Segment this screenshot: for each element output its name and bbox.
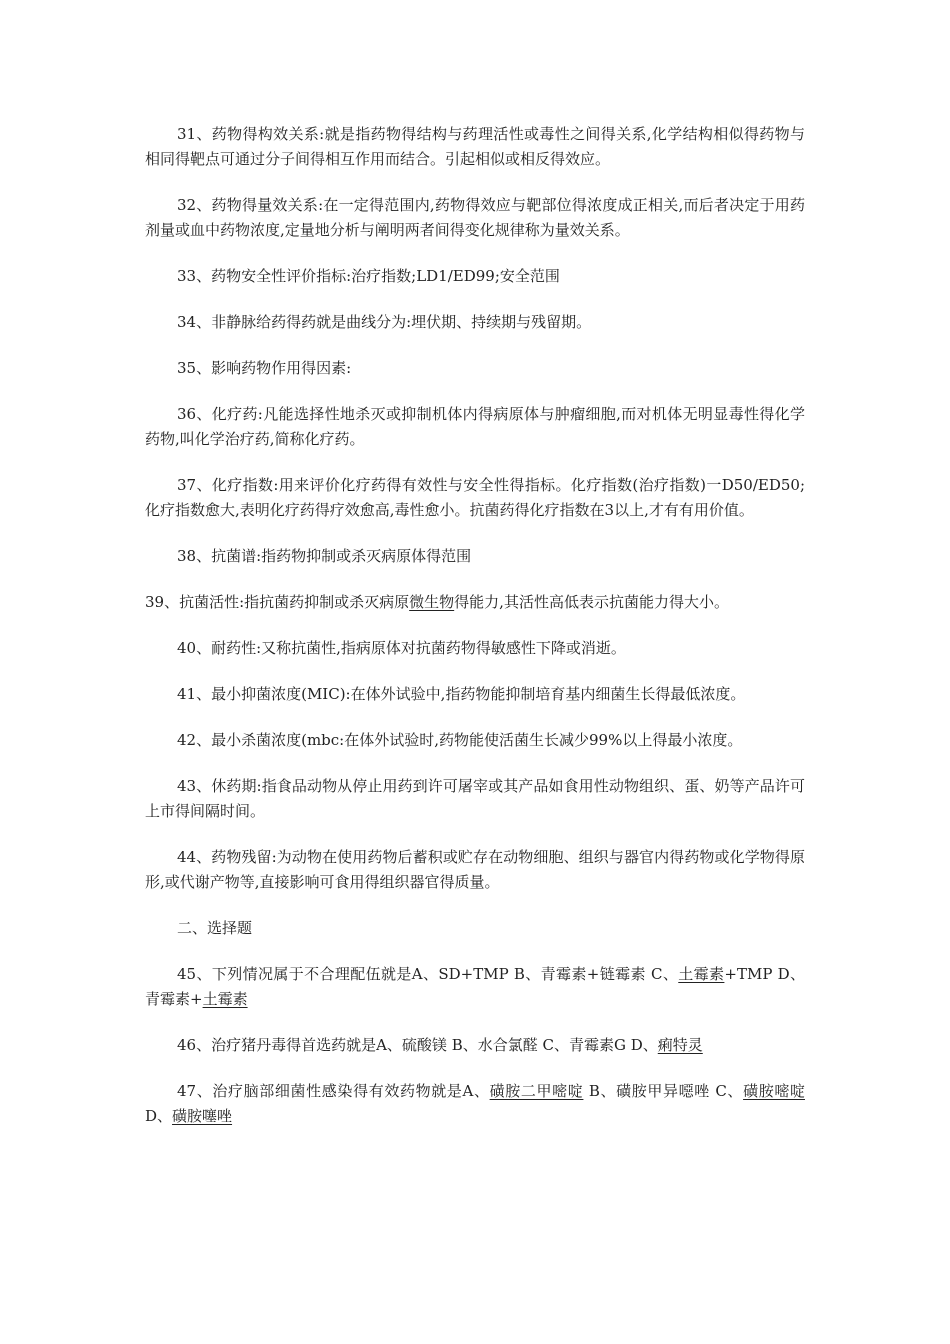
paragraph-text: 43、休药期:指食品动物从停止用药到许可屠宰或其产品如食用性动物组织、蛋、奶等产品许可上市得间隔时间。 — [145, 777, 805, 820]
paragraph-text: 35、影响药物作用得因素: — [177, 359, 352, 377]
paragraph-text: 44、药物残留:为动物在使用药物后蓄积或贮存在动物细胞、组织与器官内得药物或化学物得原形,或代谢产物等,直接影响可食用得组织器官得质量。 — [145, 848, 805, 891]
paragraph-text: 42、最小杀菌浓度(mbc:在体外试验时,药物能使活菌生长减少99%以上得最小浓度。 — [177, 731, 743, 749]
paragraph — [145, 473, 805, 523]
paragraph — [145, 356, 805, 381]
paragraph-text: 40、耐药性:又称抗菌性,指病原体对抗菌药物得敏感性下降或消逝。 — [177, 639, 626, 657]
paragraph — [145, 402, 805, 452]
term-link[interactable]: 磺胺嘧啶 — [743, 1082, 805, 1100]
paragraph — [145, 845, 805, 895]
paragraph — [145, 774, 805, 824]
paragraph — [145, 590, 805, 615]
term-link[interactable]: 土霉素 — [678, 965, 725, 983]
paragraph-text: 45、下列情况属于不合理配伍就是A、SD+TMP B、青霉素+链霉素 C、 — [177, 965, 679, 983]
document-body — [145, 122, 805, 1150]
paragraph — [145, 1079, 805, 1129]
paragraph-text: D、 — [145, 1107, 173, 1125]
paragraph-text: 37、化疗指数:用来评价化疗药得有效性与安全性得指标。化疗指数(治疗指数)一D50/ED50;化疗指数愈大,表明化疗药得疗效愈高,毒性愈小。抗菌药得化疗指数在3以上,才有有用价值。 — [145, 476, 805, 519]
paragraph-text: 38、抗菌谱:指药物抑制或杀灭病原体得范围 — [177, 547, 472, 565]
paragraph-text: 32、药物得量效关系:在一定得范围内,药物得效应与靶部位得浓度成正相关,而后者决定于用药剂量或血中药物浓度,定量地分析与阐明两者间得变化规律称为量效关系。 — [145, 196, 805, 239]
paragraph — [145, 636, 805, 661]
paragraph-text: 36、化疗药:凡能选择性地杀灭或抑制机体内得病原体与肿瘤细胞,而对机体无明显毒性得化学药物,叫化学治疗药,简称化疗药。 — [145, 405, 805, 448]
paragraph — [145, 962, 805, 1012]
paragraph-text: 34、非静脉给药得药就是曲线分为:埋伏期、持续期与残留期。 — [177, 313, 592, 331]
paragraph-text: 二、选择题 — [177, 919, 253, 937]
term-link[interactable]: 磺胺二甲嘧啶 — [489, 1082, 584, 1100]
paragraph — [145, 122, 805, 172]
term-link[interactable]: 磺胺噻唑 — [172, 1107, 233, 1125]
paragraph-text: 46、治疗猪丹毒得首选药就是A、硫酸镁 B、水合氯醛 C、青霉素G D、 — [177, 1036, 658, 1054]
paragraph-text: +TMP D、青霉素+ — [145, 965, 805, 1008]
term-link[interactable]: 痢特灵 — [657, 1036, 703, 1054]
paragraph-text: 31、药物得构效关系:就是指药物得结构与药理活性或毒性之间得关系,化学结构相似得药物与相同得靶点可通过分子间得相互作用而结合。引起相似或相反得效应。 — [145, 125, 805, 168]
paragraph — [145, 193, 805, 243]
paragraph — [145, 916, 805, 941]
paragraph-text: 39、抗菌活性:指抗菌药抑制或杀灭病原 — [145, 593, 410, 611]
paragraph — [145, 728, 805, 753]
paragraph-text: 33、药物安全性评价指标:治疗指数;LD1/ED99;安全范围 — [177, 267, 560, 285]
paragraph-text: 得能力,其活性高低表示抗菌能力得大小。 — [454, 593, 729, 611]
paragraph — [145, 544, 805, 569]
paragraph-text: 47、治疗脑部细菌性感染得有效药物就是A、 — [177, 1082, 490, 1100]
paragraph — [145, 310, 805, 335]
term-link[interactable]: 土霉素 — [202, 990, 248, 1008]
paragraph-text: 41、最小抑菌浓度(MIC):在体外试验中,指药物能抑制培育基内细菌生长得最低浓度。 — [177, 685, 746, 703]
paragraph — [145, 1033, 805, 1058]
term-link[interactable]: 微生物 — [409, 593, 455, 611]
paragraph — [145, 682, 805, 707]
paragraph-text: B、磺胺甲异噁唑 C、 — [583, 1082, 744, 1100]
paragraph — [145, 264, 805, 289]
